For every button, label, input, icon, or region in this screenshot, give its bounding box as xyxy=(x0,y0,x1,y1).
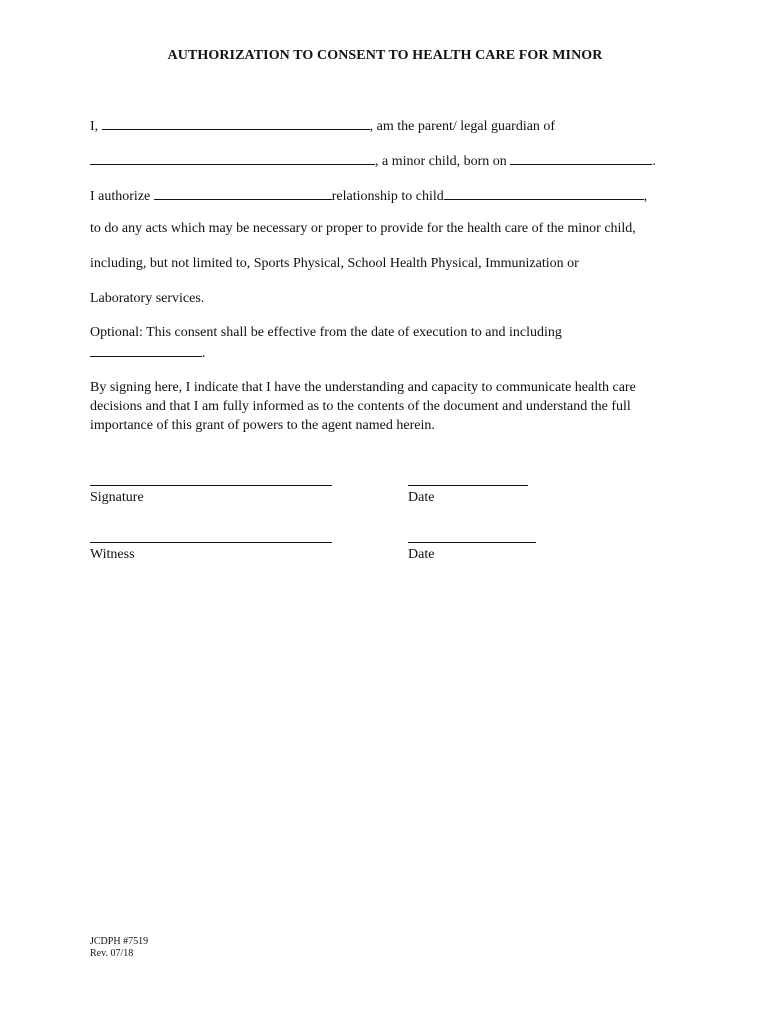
parent-line-suffix: , am the parent/ legal guardian of xyxy=(369,119,556,134)
signature-date-line[interactable] xyxy=(408,485,528,486)
signature-line[interactable] xyxy=(90,485,332,486)
witness-label: Witness xyxy=(90,547,135,562)
child-line xyxy=(90,152,656,170)
relationship-blank[interactable] xyxy=(444,187,644,200)
services-line: including, but not limited to, Sports Physical, School Health Physical, Immunization or xyxy=(90,256,579,271)
witness-line[interactable] xyxy=(90,542,332,543)
optional-date-line xyxy=(90,344,206,362)
parent-line xyxy=(90,117,555,135)
acts-line: to do any acts which may be necessary or proper to provide for the health care of the minor child, xyxy=(90,221,636,236)
optional-end: . xyxy=(202,346,206,361)
laboratory-line: Laboratory services. xyxy=(90,291,205,306)
signature-date-label: Date xyxy=(408,490,435,505)
witness-date-line[interactable] xyxy=(408,542,536,543)
authorize-line xyxy=(90,187,647,205)
signing-paragraph: By signing here, I indicate that I have the understanding and capacity to communicate health care decisions and that I am fully informed as to the contents of the document and understand the full importance of this grant of powers to the agent named herein. xyxy=(90,380,636,433)
form-number: JCDPH #7519 xyxy=(90,936,149,947)
relationship-label: relationship to child xyxy=(331,189,444,204)
birth-date-blank[interactable] xyxy=(510,152,652,165)
parent-name-blank[interactable] xyxy=(102,117,370,130)
child-line-end: . xyxy=(652,154,656,169)
authorized-person-blank[interactable] xyxy=(154,187,332,200)
signature-label: Signature xyxy=(90,490,144,505)
witness-date-label: Date xyxy=(408,547,435,562)
optional-line: Optional: This consent shall be effective from the date of execution to and including xyxy=(90,325,562,340)
revision-label: Rev. 07/18 xyxy=(90,948,134,959)
parent-line-prefix: I, xyxy=(90,119,99,134)
document-title: AUTHORIZATION TO CONSENT TO HEALTH CARE FOR MINOR xyxy=(167,48,603,63)
authorize-line-end: , xyxy=(643,189,648,204)
child-name-blank[interactable] xyxy=(90,152,375,165)
child-line-middle: , a minor child, born on xyxy=(375,154,507,169)
authorize-prefix: I authorize xyxy=(90,189,151,204)
optional-date-blank[interactable] xyxy=(90,344,202,357)
